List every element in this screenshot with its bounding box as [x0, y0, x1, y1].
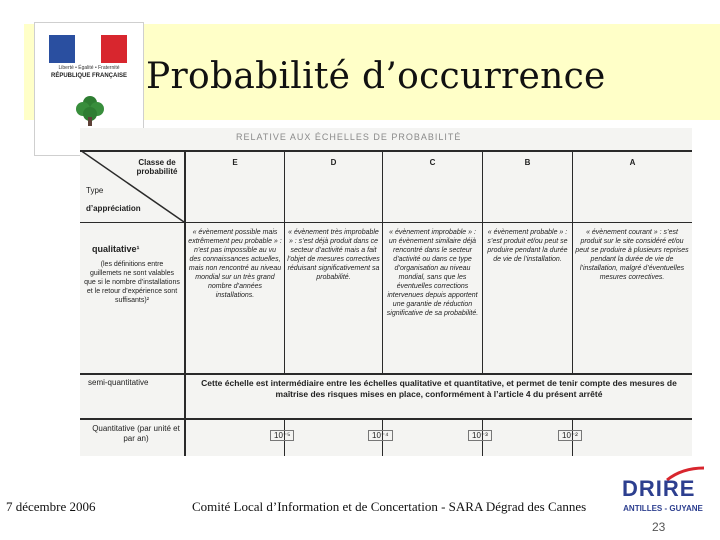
corner-appreciation-label: d’appréciation	[86, 204, 141, 213]
qualitative-cell-a: « évènement courant » : s’est produit sur le site considéré et/ou peut se produire à plusieurs reprises pendant la durée de vie de l’installation, malgré d’éventuelles mesures correctives.	[575, 229, 689, 281]
quantitative-value-1: 10⁻⁵	[270, 430, 294, 441]
semi-quantitative-text: Cette échelle est intermédiaire entre les échelles qualitative et quantitative, et permet de tenir compte des mesures de maîtrise des risques mises en place, conformément à l’article 4 du présent arrêté	[201, 378, 677, 399]
corner-class-label: Classe de probabilité	[136, 158, 178, 176]
page-number: 23	[652, 520, 666, 534]
quantitative-value-2: 10⁻⁴	[368, 430, 393, 441]
row-label-quantitative: Quantitative (par unité et par an)	[92, 424, 180, 443]
table-heading: RELATIVE AUX ÉCHELLES DE PROBABILITÉ	[236, 132, 462, 142]
logo-motto: Liberté • Égalité • Fraternité	[58, 65, 120, 71]
footer-event: Comité Local d’Information et de Concertation - SARA Dégrad des Cannes	[192, 499, 587, 514]
corner-type-label: Type	[86, 186, 104, 195]
probability-table	[80, 128, 692, 456]
qualitative-cell-e: « évènement possible mais extrêmement peu probable » : n’est pas impossible au vu des connaissances actuelles, mais non rencontré au niveau mondial sur un très grand nombre d’années installations.	[188, 229, 282, 299]
quantitative-value-4: 10⁻²	[558, 430, 582, 441]
quantitative-value-3: 10⁻³	[468, 430, 492, 441]
row-note-qualitative: (les définitions entre guillemets ne sont valables que si le nombre d’installations et le retour d’expérience sont suffisants)²	[84, 261, 180, 304]
tree-icon	[73, 93, 107, 127]
column-header-b: B	[524, 158, 531, 167]
slide-title: Probabilité d’occurrence	[146, 56, 606, 97]
drire-region: ANTILLES - GUYANE	[623, 504, 703, 513]
qualitative-cell-d: « évènement très improbable » : s’est déjà produit dans ce secteur d’activité mais a fait l’objet de mesures correctives réduisant significativement sa probabilité.	[287, 229, 380, 281]
flag-icon	[49, 35, 127, 63]
column-header-c: C	[429, 158, 436, 167]
row-label-semi-quantitative: semi-quantitative	[88, 378, 149, 387]
qualitative-cell-c: « évènement improbable » : un évènement similaire déjà rencontré dans le secteur d’activité ou dans ce type d’organisation au niveau mondial, sans que les éventuelles corrections intervenues depuis apportent une garantie de réduction significative de sa probabilité.	[386, 229, 479, 317]
column-header-a: A	[629, 158, 636, 167]
footer-date: 7 décembre 2006	[6, 499, 96, 514]
column-header-d: D	[330, 158, 337, 167]
drire-logo: DRIRE	[622, 476, 696, 501]
qualitative-cell-b: « évènement probable » : s’est produit et/ou peut se produire pendant la durée de vie de l’installation.	[487, 229, 568, 263]
logo-republic: RÉPUBLIQUE FRANÇAISE	[50, 73, 127, 79]
column-header-e: E	[232, 158, 238, 167]
row-label-qualitative: qualitative¹	[92, 244, 140, 254]
